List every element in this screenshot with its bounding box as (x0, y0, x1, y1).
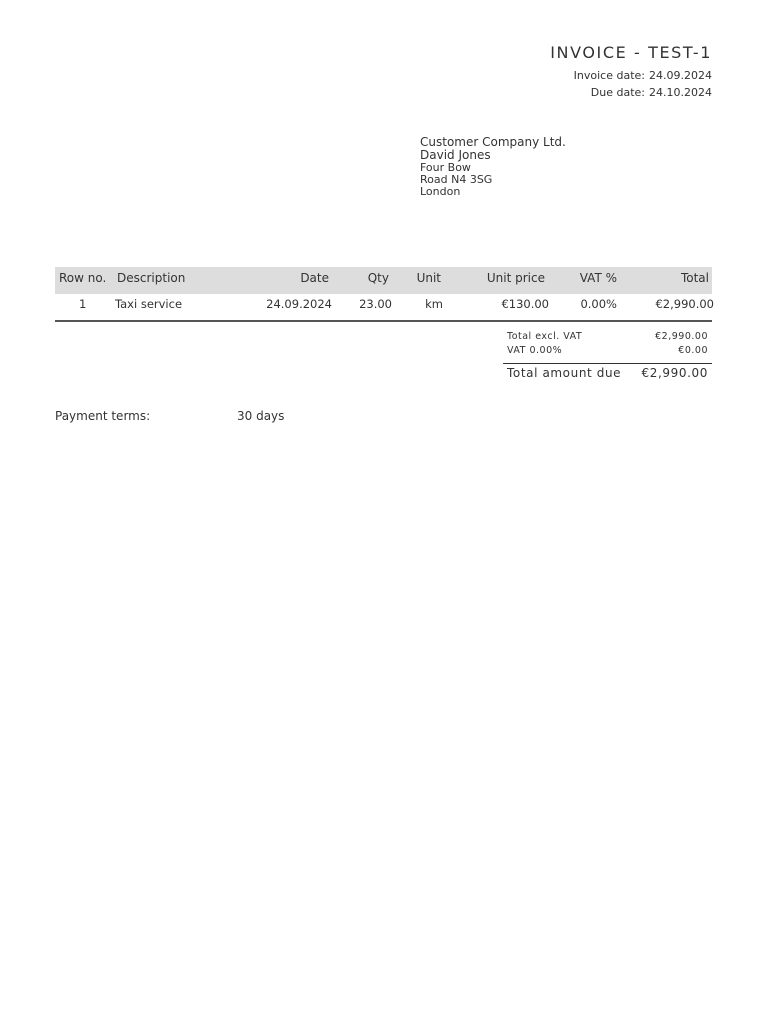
column-header-qty: Qty (367, 271, 389, 285)
row-vat: 0.00% (580, 297, 617, 311)
row-description: Taxi service (115, 297, 183, 311)
row-unit: km (425, 297, 443, 311)
column-header-description: Description (117, 271, 186, 285)
table-row (55, 294, 712, 320)
vat-value: €0.00 (678, 345, 708, 356)
total-amount-due-value: €2,990.00 (641, 366, 708, 380)
total-amount-due-line (503, 364, 712, 382)
column-header-total: Total (680, 271, 709, 285)
invoice-date-value: 24.09.2024 (649, 69, 712, 82)
customer-street-2: Road N4 3SG (420, 173, 493, 186)
column-header-vat: VAT % (579, 271, 617, 285)
payment-terms-label: Payment terms: (55, 409, 151, 423)
total-excl-vat-value: €2,990.00 (655, 331, 708, 342)
customer-address (420, 136, 566, 198)
total-excl-vat-line (503, 329, 712, 343)
column-header-row-no: Row no. (59, 271, 107, 285)
invoice-date (574, 69, 712, 82)
customer-company: Customer Company Ltd. (420, 135, 566, 149)
row-unit-price: €130.00 (501, 297, 549, 311)
due-date-value: 24.10.2024 (649, 86, 712, 99)
row-qty: 23.00 (359, 297, 392, 311)
invoice-title: INVOICE - TEST-1 (550, 43, 712, 62)
row-date: 24.09.2024 (266, 297, 332, 311)
totals-block (503, 329, 712, 382)
vat-line (503, 343, 712, 357)
due-date-label: Due date: (590, 86, 646, 99)
customer-street-1: Four Bow (420, 161, 471, 174)
due-date (591, 86, 712, 99)
table-divider (55, 320, 712, 322)
column-header-unit-price: Unit price (486, 271, 545, 285)
customer-city: London (420, 185, 461, 198)
row-total: €2,990.00 (655, 297, 714, 311)
total-excl-vat-label: Total excl. VAT (507, 331, 583, 342)
row-number: 1 (79, 297, 87, 311)
customer-contact: David Jones (420, 148, 491, 162)
total-amount-due-label: Total amount due (507, 366, 622, 380)
invoice-date-label: Invoice date: (573, 69, 646, 82)
column-header-date: Date (300, 271, 329, 285)
vat-label: VAT 0.00% (507, 345, 563, 356)
column-header-unit: Unit (416, 271, 441, 285)
payment-terms-value: 30 days (237, 409, 285, 423)
items-table-header (55, 267, 712, 294)
